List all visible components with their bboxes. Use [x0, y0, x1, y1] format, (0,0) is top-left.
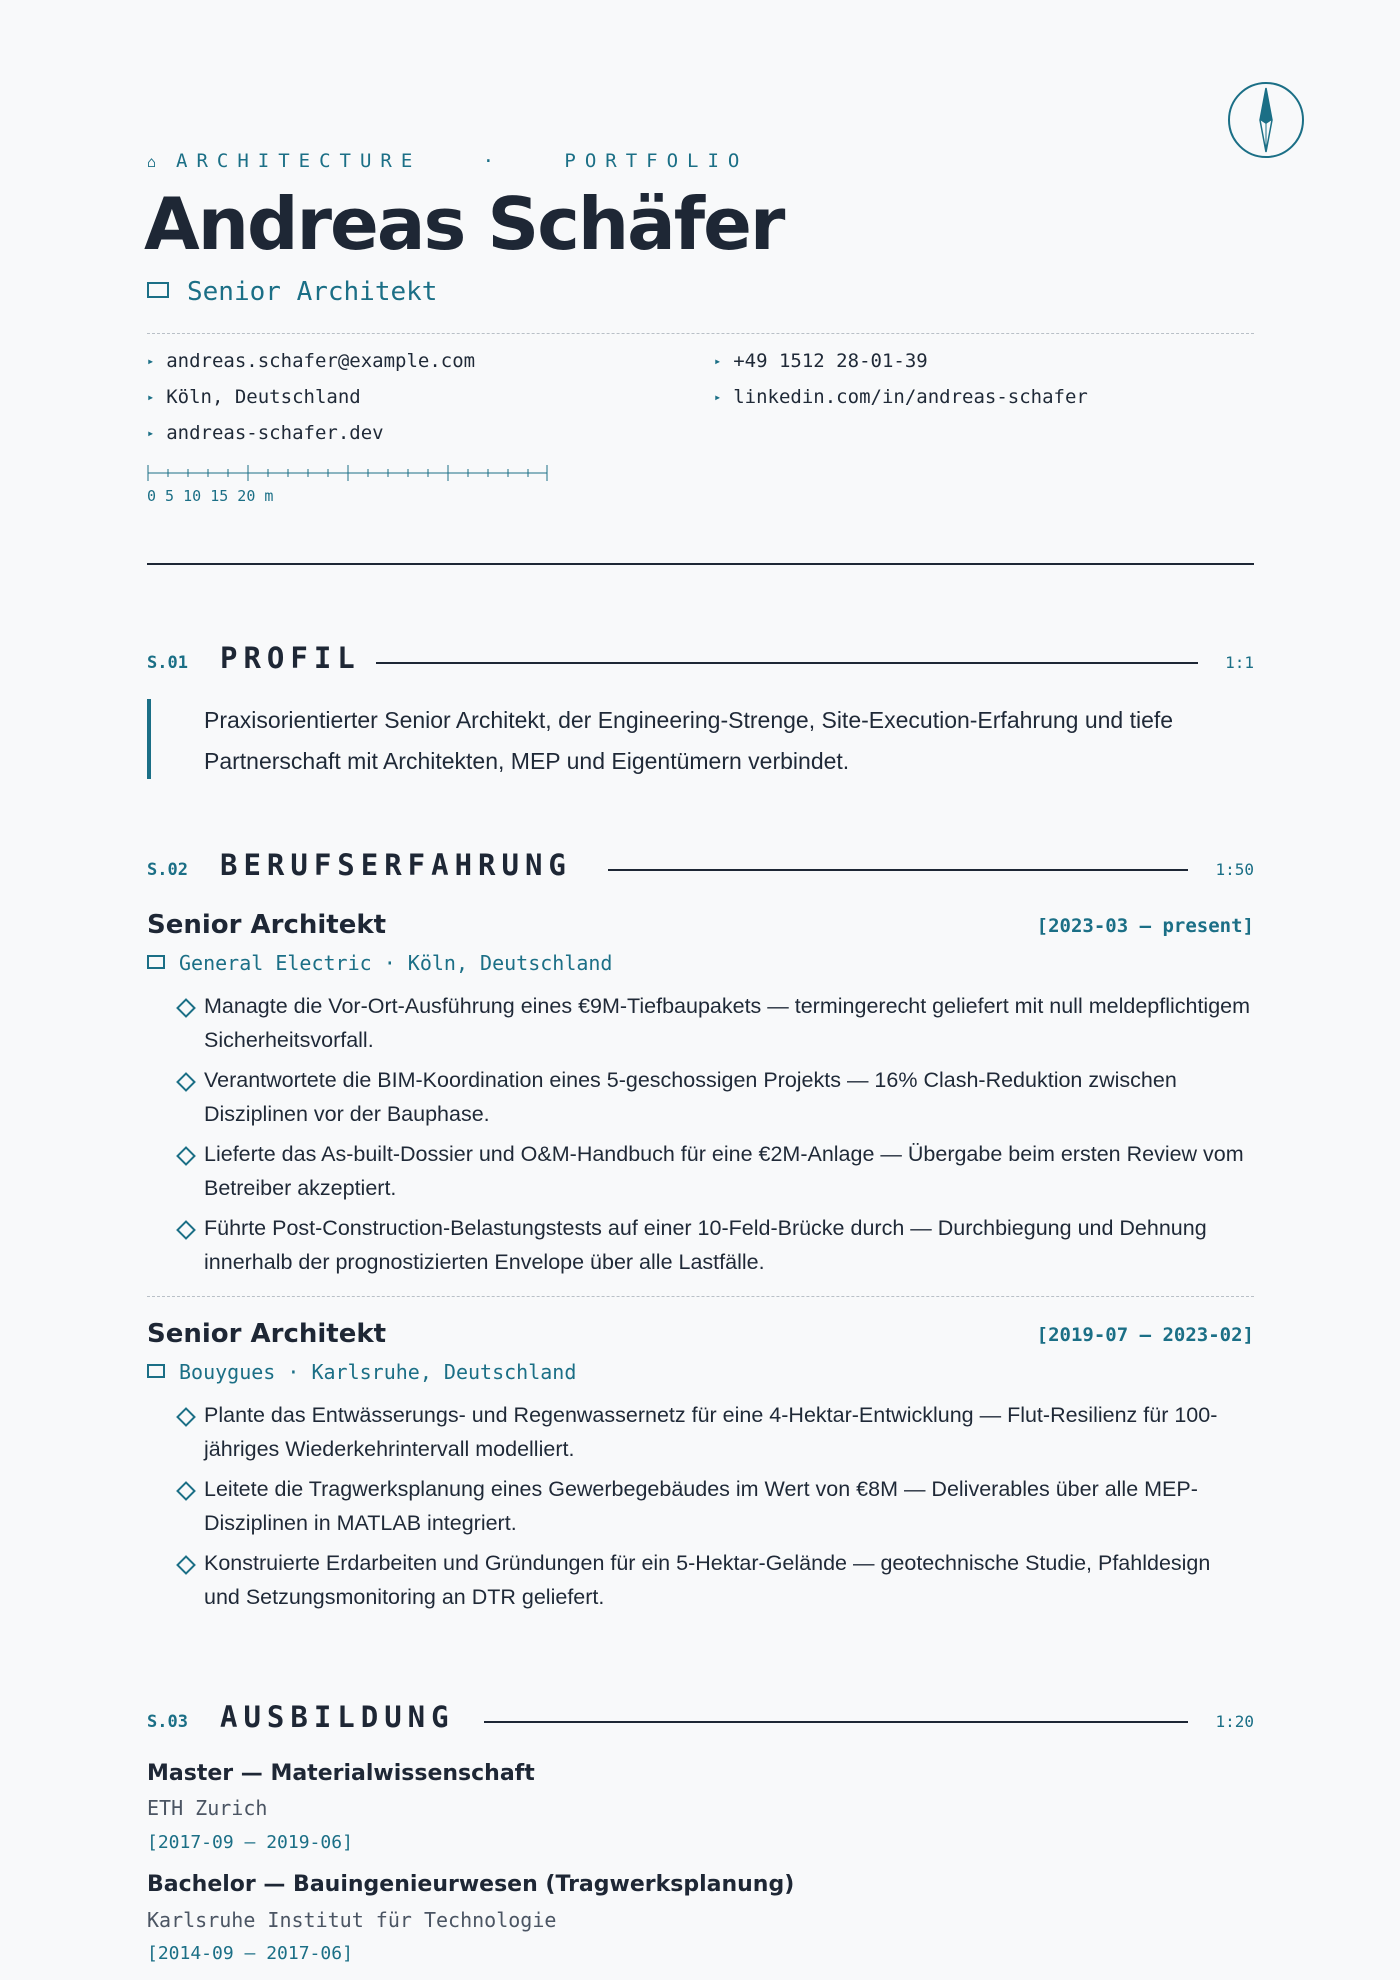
kicker-architecture: ARCHITECTURE: [176, 150, 422, 172]
diamond-icon: [176, 1146, 196, 1166]
contact-website[interactable]: [147, 422, 384, 444]
role-title: Senior Architekt: [187, 277, 438, 307]
list-item: Führte Post-Construction-Belastungstests auf einer 10-Feld-Brücke durch — Durchbiegung und Dehnung innerhalb der prognostizierten Envelope über alle Lastfälle.: [177, 1211, 1252, 1279]
section-header-profile: [147, 641, 1254, 681]
section-scale: 1:20: [1215, 1712, 1254, 1731]
header-kicker: [147, 150, 748, 172]
arrow-icon: ▸: [714, 390, 722, 404]
home-icon: ⌂: [147, 153, 157, 171]
header-divider: [147, 333, 1254, 334]
list-item: Managte die Vor-Ort-Ausführung eines €9M-Tiefbaupakets — termingerecht geliefert mit null meldepflichtigem Sicherheitsvorfall.: [177, 989, 1252, 1057]
education-degree: Bachelor — Bauingenieurwesen (Tragwerksplanung): [147, 1872, 795, 1897]
role-line: [147, 277, 437, 307]
education-school: ETH Zurich: [147, 1796, 268, 1820]
job-dates: [2019-07 — 2023-02]: [1036, 1324, 1254, 1346]
section-scale: 1:50: [1215, 860, 1254, 879]
job-title: Senior Architekt: [147, 1319, 387, 1349]
list-item: Leitete die Tragwerksplanung eines Gewerbegebäudes im Wert von €8M — Deliverables über alle MEP-Disziplinen in MATLAB integriert.: [177, 1472, 1252, 1540]
diamond-icon: [176, 1555, 196, 1575]
contact-phone[interactable]: [714, 350, 928, 372]
contact-email-text[interactable]: andreas.schafer@example.com: [166, 350, 476, 372]
arrow-icon: ▸: [147, 426, 155, 440]
diamond-icon: [176, 1072, 196, 1092]
job-organization: [147, 951, 612, 975]
contact-location-text: Köln, Deutschland: [166, 386, 361, 408]
job-title: Senior Architekt: [147, 910, 387, 940]
profile-accent-bar: [147, 699, 151, 779]
profile-summary: Praxisorientierter Senior Architekt, der Engineering-Strenge, Site-Execution-Erfahrung und tiefe Partnerschaft mit Architekten, MEP und Eigentümern verbindet.: [204, 707, 1174, 774]
section-number: S.01: [147, 653, 188, 673]
arrow-icon: ▸: [714, 354, 722, 368]
job-org-text: General Electric · Köln, Deutschland: [179, 951, 613, 975]
arrow-icon: ▸: [147, 390, 155, 404]
compass-icon: [1226, 80, 1306, 160]
job-bullets: [177, 1398, 1252, 1620]
list-item: Konstruierte Erdarbeiten und Gründungen für ein 5-Hektar-Gelände — geotechnische Studie, Pfahldesign und Setzungsmonitoring an DTR geliefert.: [177, 1546, 1252, 1614]
section-header-experience: [147, 848, 1254, 888]
contact-website-text[interactable]: andreas-schafer.dev: [166, 422, 384, 444]
job-divider: [147, 1296, 1254, 1297]
diamond-icon: [176, 998, 196, 1018]
job-bullets: [177, 989, 1252, 1285]
section-rule: [376, 662, 1198, 664]
section-header-education: [147, 1700, 1254, 1740]
list-item: Lieferte das As-built-Dossier und O&M-Handbuch für eine €2M-Anlage — Übergabe beim ersten Review vom Betreiber akzeptiert.: [177, 1137, 1252, 1205]
education-degree: Master — Materialwissenschaft: [147, 1761, 535, 1786]
section-rule: [484, 1721, 1188, 1723]
scale-bar: [147, 463, 551, 483]
box-icon: [147, 282, 169, 298]
diamond-icon: [176, 1220, 196, 1240]
arrow-icon: ▸: [147, 354, 155, 368]
box-icon: [147, 955, 165, 969]
job-dates: [2023-03 — present]: [1036, 915, 1254, 937]
section-rule: [608, 869, 1188, 871]
section-number: S.03: [147, 1712, 188, 1732]
job-organization: [147, 1360, 576, 1384]
education-school: Karlsruhe Institut für Technologie: [147, 1908, 557, 1932]
section-title: BERUFSERFAHRUNG: [220, 848, 572, 882]
education-dates: [2014-09 – 2017-06]: [147, 1943, 353, 1964]
scale-bar-labels: 0 5 10 15 20 m: [147, 487, 274, 505]
section-title: PROFIL: [220, 641, 361, 675]
section-scale: 1:1: [1225, 653, 1254, 672]
person-name: Andreas Schäfer: [144, 182, 784, 266]
contact-email[interactable]: [147, 350, 475, 372]
header-bottom-rule: [147, 563, 1254, 565]
diamond-icon: [176, 1481, 196, 1501]
section-title: AUSBILDUNG: [220, 1700, 455, 1734]
job-org-text: Bouygues · Karlsruhe, Deutschland: [179, 1360, 577, 1384]
contact-linkedin-text[interactable]: linkedin.com/in/andreas-schafer: [733, 386, 1088, 408]
kicker-portfolio: PORTFOLIO: [564, 150, 749, 172]
list-item: Verantwortete die BIM-Koordination eines 5-geschossigen Projekts — 16% Clash-Reduktion zwischen Disziplinen vor der Bauphase.: [177, 1063, 1252, 1131]
kicker-separator: ·: [482, 150, 504, 172]
contact-linkedin[interactable]: [714, 386, 1088, 408]
education-dates: [2017-09 – 2019-06]: [147, 1832, 353, 1853]
contact-phone-text[interactable]: +49 1512 28-01-39: [733, 350, 928, 372]
section-number: S.02: [147, 860, 188, 880]
list-item: Plante das Entwässerungs- und Regenwassernetz für eine 4-Hektar-Entwicklung — Flut-Resilienz für 100-jähriges Wiederkehrintervall modelliert.: [177, 1398, 1252, 1466]
diamond-icon: [176, 1407, 196, 1427]
contact-location: [147, 386, 361, 408]
box-icon: [147, 1364, 165, 1378]
